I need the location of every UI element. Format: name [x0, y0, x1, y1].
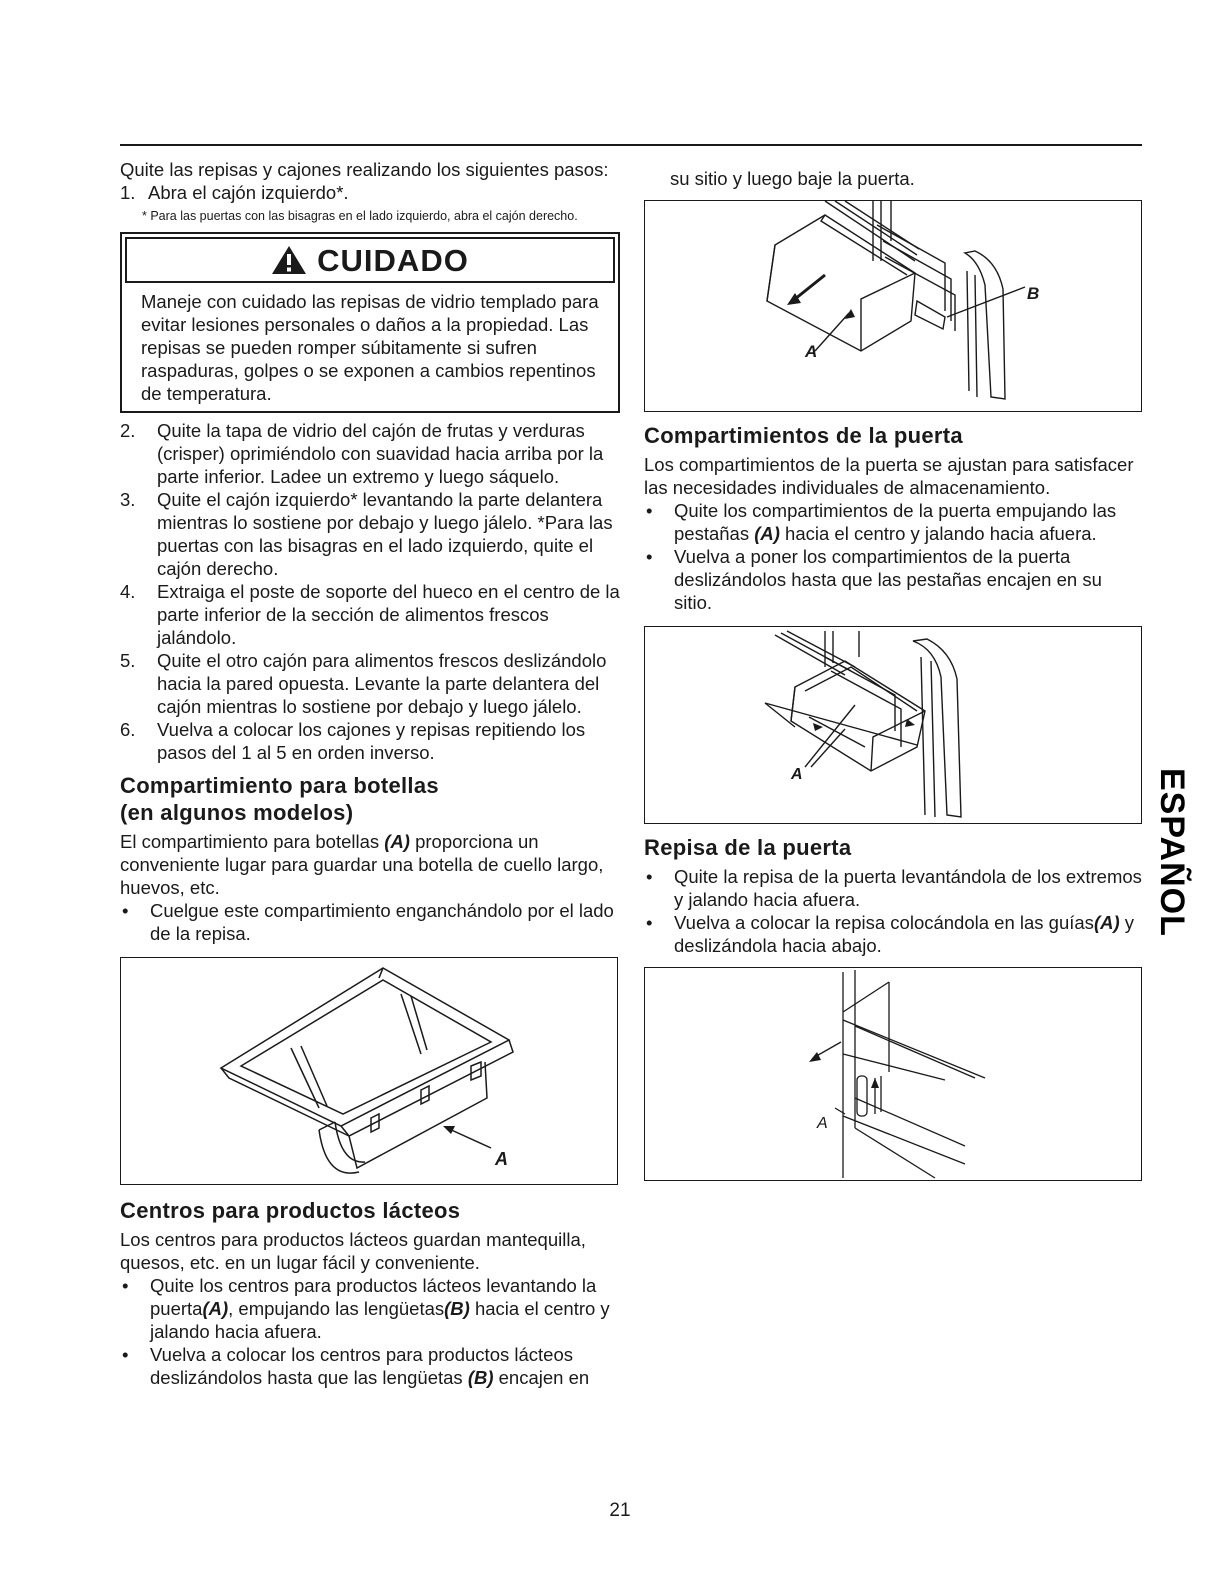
door-shelf-heading: Repisa de la puerta: [644, 835, 852, 860]
dairy-label-b: B: [1027, 284, 1040, 303]
warning-triangle-icon: [271, 245, 307, 275]
right-column: [644, 167, 1144, 1181]
step-1: [120, 181, 620, 204]
top-rule: [120, 144, 1142, 146]
bottles-heading-line2: (en algunos modelos): [120, 800, 354, 825]
step-number: 4.: [120, 581, 136, 602]
bullet-text: [674, 499, 1144, 545]
caution-text: Maneje con cuidado las repisas de vidrio templado para evitar lesiones personales o daños a la propiedad. Las repisas se pueden romper súbitamente si sufren raspaduras, golpes o se exponen a cambios repentinos de temperatura.: [141, 291, 599, 404]
dairy-b2-text-b: encajen en: [493, 1367, 590, 1388]
door-shelf-label-a: A: [817, 1115, 828, 1132]
dairy-ref-b-2: (B): [467, 1367, 494, 1388]
bottle-bin-figure: [120, 957, 618, 1185]
language-tab-label: ESPAÑOL: [1153, 768, 1191, 937]
bullet-text: [674, 911, 1144, 957]
dairy-b2-text-a: Vuelva a colocar los centros para productos lácteos deslizándolos hasta que las lengüetas: [150, 1344, 573, 1388]
bullet-text: Quite la repisa de la puerta levantándola de los extremos y jalando hacia afuera.: [674, 866, 1142, 910]
intro-text: Quite las repisas y cajones realizando los siguientes pasos:: [120, 159, 609, 180]
door-bins-b1-text-b: hacia el centro y jalando hacia afuera.: [779, 523, 1097, 544]
step-4: [120, 580, 620, 649]
bottles-bullet: [120, 899, 620, 945]
door-bins-b1-text-a: Quite los compartimientos de la puerta empujando las pestañas: [674, 500, 1117, 544]
bottle-bin-label-a: A: [495, 1149, 508, 1169]
step-6: [120, 718, 620, 764]
door-shelf-b2-text-b: y deslizándola hacia abajo.: [674, 912, 1135, 956]
door-bins-label-a: A: [791, 766, 803, 783]
door-shelf-bullet-1: [644, 865, 1144, 911]
door-bins-heading: Compartimientos de la puerta: [644, 423, 963, 448]
continued-text: su sitio y luego baje la puerta.: [670, 168, 915, 189]
step-text: Quite el cajón izquierdo* levantando la parte delantera mientras lo sostiene por debajo y luego jálelo. *Para las puertas con las bisagras en el lado izquierdo, quite el cajón derecho.: [157, 489, 613, 579]
door-shelf-ref-a: (A): [1093, 912, 1120, 933]
bullet-icon: •: [646, 500, 653, 521]
step-text: Quite el otro cajón para alimentos frescos deslizándolo hacia la pared opuesta. Levante la parte delantera del cajón mientras lo sostiene por debajo y luego jálelo.: [157, 650, 607, 717]
dairy-b1-text-a: Quite los centros para productos lácteos levantando la puerta: [150, 1275, 597, 1319]
bottle-bin-illustration: [121, 958, 617, 1184]
bottles-ref-a: (A): [384, 831, 410, 852]
caution-title: CUIDADO: [317, 242, 469, 278]
dairy-center-illustration: [645, 201, 1141, 411]
dairy-bullet-1: [120, 1274, 620, 1343]
step-5: [120, 649, 620, 718]
language-side-tab: [1153, 768, 1191, 1013]
dairy-heading: Centros para productos lácteos: [120, 1198, 461, 1223]
dairy-ref-a: (A): [202, 1298, 229, 1319]
caution-box: [120, 232, 620, 413]
door-bins-bullet-1: [644, 499, 1144, 545]
bottles-heading: [120, 772, 620, 826]
step-number: 3.: [120, 489, 136, 510]
step-text: Vuelva a colocar los cajones y repisas repitiendo los pasos del 1 al 5 en orden inverso.: [157, 719, 586, 763]
bullet-icon: •: [122, 1275, 129, 1296]
left-column: [120, 158, 620, 1389]
bottles-paragraph: [120, 830, 620, 899]
bottles-text-b: proporciona un conveniente lugar para guardar una botella de cuello largo, huevos, etc.: [120, 831, 604, 898]
bullet-text: Vuelva a poner los compartimientos de la puerta deslizándolos hasta que las pestañas encajen en su sitio.: [674, 546, 1102, 613]
bottles-heading-line1: Compartimiento para botellas: [120, 773, 439, 798]
dairy-bullet-2: [120, 1343, 620, 1389]
bullet-text: [150, 1343, 620, 1389]
step-number: 1.: [120, 182, 136, 203]
door-bins-ref-a: (A): [754, 523, 780, 544]
step-number: 2.: [120, 420, 136, 441]
step-number: 5.: [120, 650, 136, 671]
dairy-b1-text-b: , empujando las lengüetas: [228, 1298, 445, 1319]
dairy-label-a: A: [805, 342, 818, 361]
door-bins-paragraph: Los compartimientos de la puerta se ajustan para satisfacer las necesidades individuales de almacenamiento.: [644, 454, 1134, 498]
step-text: Abra el cajón izquierdo*.: [148, 182, 349, 203]
door-shelf-b2-text-a: Vuelva a colocar la repisa colocándola en las guías: [674, 912, 1094, 933]
door-shelf-bullet-2: [644, 911, 1144, 957]
step-number: 6.: [120, 719, 136, 740]
bullet-icon: •: [122, 900, 129, 921]
bullet-icon: •: [646, 866, 653, 887]
step-3: [120, 488, 620, 580]
bottles-text-a: El compartimiento para botellas: [120, 831, 385, 852]
footnote: * Para las puertas con las bisagras en el lado izquierdo, abra el cajón derecho.: [142, 209, 578, 223]
dairy-center-figure: [644, 200, 1142, 412]
step-text: Extraiga el poste de soporte del hueco en el centro de la parte inferior de la sección de alimentos frescos jalándolo.: [157, 581, 620, 648]
bullet-icon: •: [646, 912, 653, 933]
step-text: Quite la tapa de vidrio del cajón de frutas y verduras (crisper) oprimiéndolo con suavidad hacia arriba por la parte inferior. Ladee un extremo y luego sáquelo.: [157, 420, 604, 487]
dairy-ref-b: (B): [444, 1298, 470, 1319]
bullet-text: Cuelgue este compartimiento enganchándolo por el lado de la repisa.: [150, 900, 614, 944]
step-2: [120, 419, 620, 488]
door-bins-illustration: [645, 627, 1141, 823]
bullet-icon: •: [646, 546, 653, 567]
door-bins-bullet-2: [644, 545, 1144, 614]
caution-header: [125, 237, 615, 283]
door-shelf-figure: [644, 967, 1142, 1181]
door-bins-figure: [644, 626, 1142, 824]
bullet-icon: •: [122, 1344, 129, 1365]
bullet-text: [150, 1274, 620, 1343]
dairy-paragraph: Los centros para productos lácteos guardan mantequilla, quesos, etc. en un lugar fácil y conveniente.: [120, 1229, 586, 1273]
dairy-b1-text-c: hacia el centro y jalando hacia afuera.: [150, 1298, 610, 1342]
door-shelf-illustration: [645, 968, 1141, 1180]
page-number: 21: [609, 1500, 631, 1521]
